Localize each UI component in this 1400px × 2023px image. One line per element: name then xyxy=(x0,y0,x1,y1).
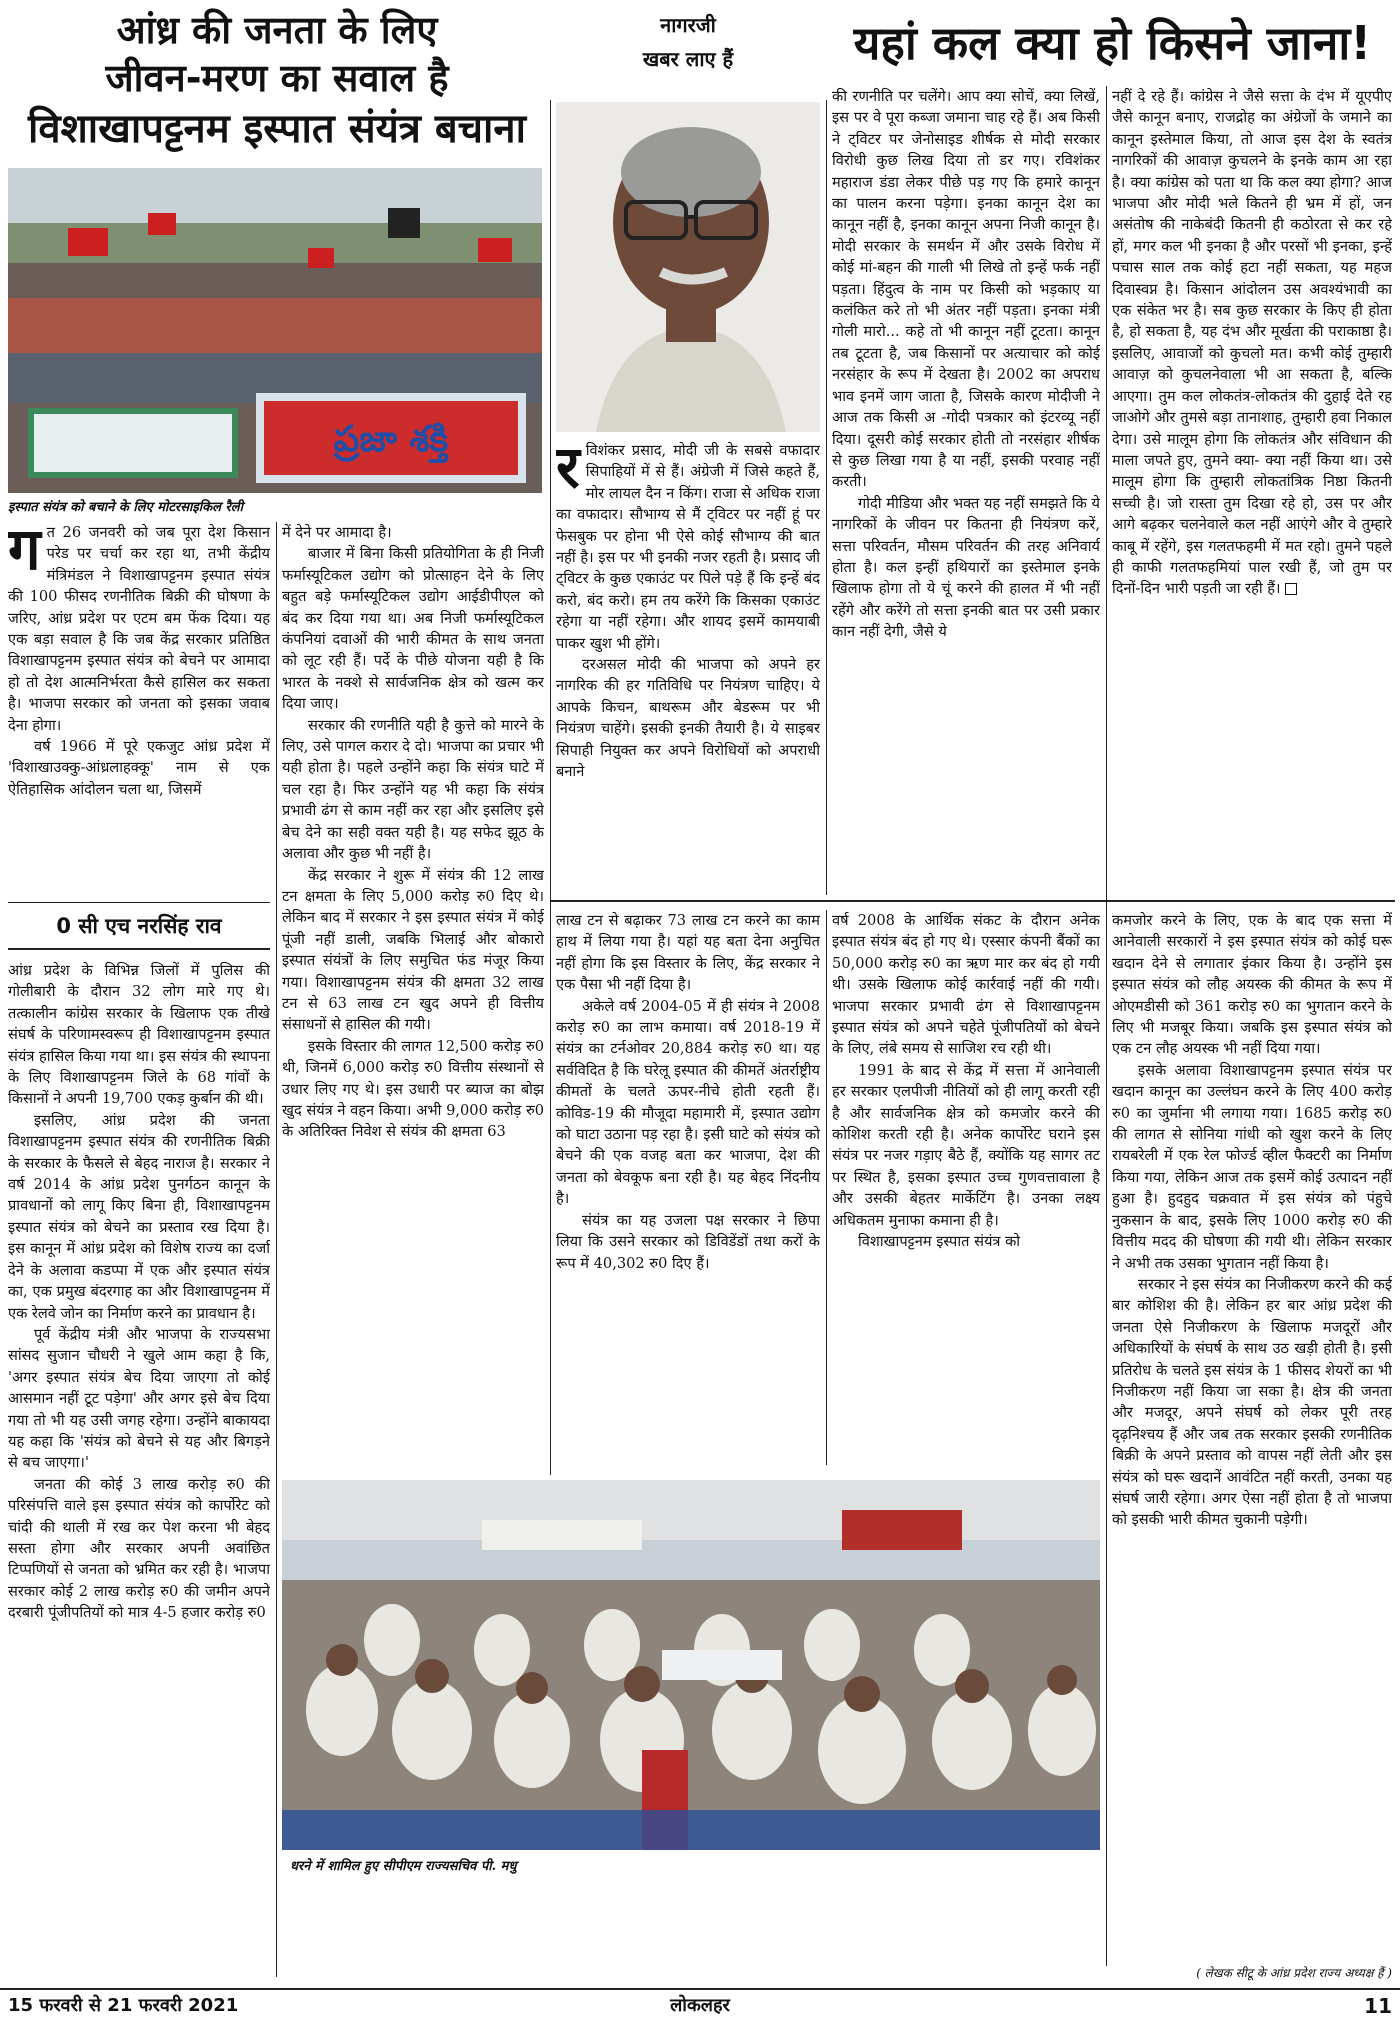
end-mark-icon xyxy=(1285,583,1297,595)
article1-col3 xyxy=(556,910,820,1470)
article2-c2-p1: की रणनीति पर चलेंगे। आप क्या सोचें, क्या लिखें, इस पर वे पूरा कब्जा जमाना चाह रहे हैं। अब किसी ने ट्विटर पर जेनोसाइड शीर्षक से मोदी सरकार विरोधी कुछ लिख दिया तो डर गए। रविशंकर महाराज डंडा लेकर पीछे पड़ गए कि हमारे कानून का पालन करना पड़ेगा। इनका कानून देश का कानून नहीं है, इनका कानून अपना निजी कानून है। मोदी सरकार के समर्थन में और उसके विरोध में कोई मां-बहन की गाली भी लिखे तो इन्हें फर्क नहीं पड़ता। हिंदुत्व के नाम पर किसी को भड़काए या कलंकित करे तो भी अंतर नहीं पड़ता। इनका मंत्री गोली मारो... कहे तो भी कानून नहीं टूटता। कानून तब टूटता है, जब किसानों पर अत्याचार को कोई नरसंहार के रूप में देखता है। 2002 का अपराध भाव इनमें जाग जाता है, जिसके कारण मोदीजी ने आज तक किसी अ -गोदी पत्रकार को इंटरव्यू नहीं दिया। दूसरी कोई सरकार होती तो नरसंहार शीर्षक से कुछ लिखा गया है या नहीं, इसकी परवाह नहीं करती। xyxy=(832,88,1100,491)
byline-rule-top xyxy=(8,902,270,903)
article1-c5-p3: सरकार ने इस संयंत्र का निजीकरण करने की कई बार कोशिश की है। लेकिन हर बार आंध्र प्रदेश की जनता ऐसे निजीकरण के खिलाफ मजदूरों और अधिकारियों के संघर्ष के साथ उठ खड़ी होती है। इसी प्रतिरोध के चलते इस संयंत्र के 1 फीसद शेयरों का भी निजीकरण नहीं किया जा सका है। क्षेत्र की जनता और मजदूर, अपने संघर्ष को लेकर पूरी तरह दृढ़निश्चय हैं और जब तक सरकार इसकी रणनीतिक बिक्री के अपने प्रस्ताव को वापस नहीं लेती और इस संयंत्र को घरू खदानें आवंटित नहीं करती, उनका यह संघर्ष जारी रहेगा। अगर ऐसा नहीं होता है तो भाजपा को इसकी भारी कीमत चुकानी पड़ेगी। xyxy=(1112,1275,1392,1529)
rally-photo xyxy=(8,168,542,493)
article1-intro-col1 xyxy=(8,522,270,922)
article1-c4-p2: 1991 के बाद से केंद्र में सत्ता में आनेवाली हर सरकार एलपीजी नीतियों को ही लागू करती रही है और सार्वजनिक क्षेत्र को कमजोर करने की कोशिश करती रही है। अनेक कार्पोरेट घराने इस संयंत्र पर नजर गड़ाए बैठे हैं, क्योंकि यह सागर तट पर स्थित है, इसका इस्पात उच्च गुणवत्तावाला है और उसकी बेहतर मार्केटिंग है। उनका लक्ष्य अधिकतम मुनाफा कमाना ही है। xyxy=(832,1061,1100,1229)
article1-c2-p4: केंद्र सरकार ने शुरू में संयंत्र की 12 लाख टन क्षमता के लिए 5,000 करोड़ रु0 दिए थे। लेकिन बाद में सरकार ने इस इस्पात संयंत्र में कोई पूंजी नहीं डाली, जबकि भिलाई और बोकारो इस्पात संयंत्रों के लिए समुचित फंड मंजूर किया गया। विशाखापट्टनम संयंत्र की क्षमता 32 लाख टन से 63 लाख टन खुद अपने ही वित्तीय संसाधनों से हासिल की गयी। xyxy=(282,866,544,1034)
article1-c3-p2: अकेले वर्ष 2004-05 में ही संयंत्र ने 2008 करोड़ रु0 का लाभ कमाया। वर्ष 2018-19 में संयंत्र का टर्नओवर 20,884 करोड़ रु0 था। यह सर्वविदित है कि घरेलू इस्पात की कीमतें अंतर्राष्ट्रीय कीमतों के चलते ऊपर-नीचे होती रहती हैं। कोविड-19 की मौजूदा महामारी में, इस्पात उद्योग को घाटा उठाना पड़ रहा है। इसी घाटे को संयंत्र को बेचने की एक वजह बता कर भाजपा, देश की जनता को बेवकूफ बना रही है। यह बेहद निंदनीय है। xyxy=(556,997,820,1208)
article2-col1 xyxy=(556,440,820,895)
headline-left-line1: आंध्र की जनता के लिए xyxy=(116,8,438,52)
footer-paper: लोकलहर xyxy=(670,1995,730,2016)
col-rule-1 xyxy=(276,522,277,1977)
article1-c5-p2: इसके अलावा विशाखापट्टनम इस्पात संयंत्र पर खदान कानून का उल्लंघन करने के लिए 400 करोड़ रु0 का जुर्माना भी लगाया गया। 1685 करोड़ रु0 की लागत से सोनिया गांधी को खुश करने के लिए रायबरेली में एक रेल फोर्ज्ड व्हील फैक्टरी का निर्माण किया गया, लेकिन आज तक इसमें कोई उत्पादन नहीं हुआ है। हुदहुद चक्रवात में इस संयंत्र को पंहुचे नुकसान के बाद, इसके लिए 1000 करोड़ रु0 की वित्तीय मदद की घोषणा की गयी थी। लेकिन सरकार ने अभी तक उसका भुगतान नहीं किया है। xyxy=(1112,1061,1392,1272)
column-label xyxy=(556,8,820,98)
rally-photo-caption: इस्पात संयंत्र को बचाने के लिए मोटरसाइकिल रैली xyxy=(8,500,243,515)
article2-col3 xyxy=(1112,86,1392,894)
article1-c1-p1: आंध्र प्रदेश के विभिन्न जिलों में पुलिस की गोलीबारी के दौरान 32 लोग मारे गए थे। तत्कालीन कांग्रेस सरकार के खिलाफ एक तीखे संघर्ष के परिणामस्वरूप ही विशाखापट्टनम इस्पात संयंत्र हासिल किया गया था। इस संयंत्र की स्थापना के लिए विशाखापट्टनम जिले के 68 गांवों के किसानों ने अपनी 19,700 एकड़ कुर्बान की थी। xyxy=(8,962,270,1108)
article1-c3-p1: लाख टन से बढ़ाकर 73 लाख टन करने का काम हाथ में लिया गया है। यहां यह बता देना अनुचित नहीं होगा कि इस विस्तार के लिए, केंद्र सरकार ने एक पैसा भी नहीं दिया है। xyxy=(556,912,820,994)
article1-dropcap: ग xyxy=(8,522,41,583)
article1-col4 xyxy=(832,910,1100,1470)
article1-intro-p2: वर्ष 1966 में पूरे एकजुट आंध्र प्रदेश में 'विशाखाउक्कु-आंध्रलाहक्कू' नाम से एक ऐतिहासिक आंदोलन चला था, जिसमें xyxy=(8,738,270,798)
article2-dropcap: र xyxy=(556,440,580,501)
column-label-line1: नागरजी xyxy=(660,13,716,37)
col-rule-4 xyxy=(1106,86,1107,1966)
headline-left-line2: जीवन-मरण का सवाल है xyxy=(105,56,449,100)
column-label-line2: खबर लाए हैं xyxy=(642,47,734,71)
author-note: ( लेखक सीटू के आंध्र प्रदेश राज्य अध्यक्ष हैं ) xyxy=(1196,1966,1392,1980)
footer-rule xyxy=(0,1988,1400,1990)
rally-banner-text: ప్రజా శక్తి xyxy=(333,419,449,460)
dharna-photo-caption: धरने में शामिल हुए सीपीएम राज्यसचिव पी. मधु xyxy=(290,1859,517,1874)
col-rule-2 xyxy=(550,100,551,1475)
headline-left-line3: विशाखापट्टनम इस्पात संयंत्र बचाना xyxy=(28,106,526,152)
article1-c4-p3: विशाखापट्टनम इस्पात संयंत्र को xyxy=(858,1233,1021,1251)
col-rule-3 xyxy=(826,100,827,895)
article1-c1-p4: जनता की कोई 3 लाख करोड़ रु0 की परिसंपत्ति वाले इस इस्पात संयंत्र को कार्पोरेट को चांदी की थाली में रख कर पेश करना भी बेहद सस्ता होगा और सरकार अपनी अवांछित टिप्पणियों से जनता को भ्रमित कर रही है। भाजपा सरकार कोई 2 लाख करोड़ रु0 की जमीन अपने दरबारी पूंजीपतियों को मात्र 4-5 हजार करोड़ रु0 xyxy=(8,1475,270,1622)
article1-c2-p2: बाजार में बिना किसी प्रतियोगिता के ही निजी फर्मास्यूटिकल उद्योग को प्रोत्साहन देने के लिए बहुत बड़े फर्मास्यूटिकल उद्योग आईडीपीएल को बंद कर दिया गया था। अब निजी फर्मास्यूटिकल कंपनियां दवाओं की भारी कीमत के साथ जनता को लूट रही हैं। पर्दे के पीछे योजना यही है कि भारत के नक्शे से सार्वजनिक क्षेत्र को खत्म कर दिया जाए। xyxy=(282,545,544,713)
article1-c3-p3: संयंत्र का यह उजला पक्ष सरकार ने छिपा लिया कि उसने सरकार को डिविडेंडों तथा करों के रूप में 40,302 रु0 दिए हैं। xyxy=(556,1211,820,1272)
section-divider xyxy=(550,900,1395,902)
columnist-portrait xyxy=(556,102,820,432)
byline: 0 सी एच नरसिंह राव xyxy=(56,914,222,938)
headline-left xyxy=(8,6,546,156)
byline-rule-bottom xyxy=(8,948,270,950)
dharna-photo xyxy=(282,1480,1100,1850)
article1-c2-p3: सरकार की रणनीति यही है कुत्ते को मारने के लिए, उसे पागल करार दे दो। भाजपा का प्रचार भी यही होता है। पहले उन्होंने कहा कि संयंत्र घाटे में चल रहा है। फिर उन्होंने यह भी कहा कि संयंत्र प्रभावी ढंग से काम नहीं कर रहा और इसलिए इसे बेच देने का सही वक्त यही है। यह सफेद झूठ के अलावा और कुछ भी नहीं है। xyxy=(282,716,544,863)
article1-c2-p5: इसके विस्तार की लागत 12,500 करोड़ रु0 थी, जिनमें 6,000 करोड़ रु0 वित्तीय संस्थानों से उधार लिए गए थे। इस उधारी पर ब्याज का बोझ खुद संयंत्र ने वहन किया। अभी 9,000 करोड़ रु0 के अतिरिक्त निवेश से संयंत्र की क्षमता 63 xyxy=(282,1037,544,1141)
article1-c5-p1: कमजोर करने के लिए, एक के बाद एक सत्ता में आनेवाली सरकारों ने इस इस्पात संयंत्र को कोई घरू खदान देने से लगातार इंकार किया है। उन्होंने इस इस्पात संयंत्र को लौह अयस्क की कीमत के रूप में ओएमडीसी को 361 करोड़ रु0 का भुगतान करने के लिए भी मजबूर किया। जबकि इस इस्पात संयंत्र को एक टन लौह अयस्क भी नहीं दिया गया। xyxy=(1112,912,1392,1058)
footer-date: 15 फरवरी से 21 फरवरी 2021 xyxy=(8,1995,239,2016)
article2-c2-p2: गोदी मीडिया और भक्त यह नहीं समझते कि ये नागरिकों के जीवन पर कितना ही नियंत्रण करें, सत्ता परिवर्तन, मौसम परिवर्तन की तरह अनिवार्य होता है। कल इन्हीं हथियारों का इस्तेमाल इनके खिलाफ होगा तो ये चूं करने की हालत में भी नहीं रहेंगे और करेंगे तो सत्ता इनकी बात पर उसी प्रकार कान नहीं देगी, जैसे ये xyxy=(832,494,1100,641)
article1-c2-p1: में देने पर आमादा है। xyxy=(282,524,392,541)
footer-page-number: 11 xyxy=(1364,1994,1392,2018)
article1-c1-p3: पूर्व केंद्रीय मंत्री और भाजपा के राज्यसभा सांसद सुजान चौधरी ने खुले आम कहा है कि, 'अगर इस्पात संयंत्र बेच दिया जाएगा तो कोई आसमान नहीं टूट पड़ेगा' और अगर इसे बेच दिया गया तो भी यह उसी जगह रहेगा। उन्होंने बाकायदा यह कहा कि 'संयंत्र को बेचने से यह और बिगड़ने से बच जाएगा।' xyxy=(8,1325,270,1472)
article1-col1 xyxy=(8,960,270,1980)
article1-c4-p1: वर्ष 2008 के आर्थिक संकट के दौरान अनेक इस्पात संयंत्र बंद हो गए थे। एस्सार कंपनी बैंकों का 50,000 करोड़ रु0 का ऋण मार कर बंद हो गयी थी। उसके खिलाफ कोई कार्रवाई नहीं की गयी। भाजपा सरकार प्रभावी ढंग से विशाखापट्टनम इस्पात संयंत्र को अपने चहेते पूंजीपतियों को बेचने के लिए, लंबे समय से साजिश रच रही थी। xyxy=(832,912,1100,1058)
article1-col2 xyxy=(282,522,544,1552)
article2-c1-p1: विशंकर प्रसाद, मोदी जी के सबसे वफादार सिपाहियों में से हैं। अंग्रेजी में जिसे कहते हैं, मोर लायल दैन न किंग। राजा से अधिक राजा का वफादार। सौभाग्य से मैं ट्विटर पर नहीं हूं पर फेसबुक पर होना भी ऐसे कोई सौभाग्य की बात नहीं है। इस पर भी इनकी नजर रहती है। प्रसाद जी ट्विटर के कुछ एकाउंट पर पिले पड़े हैं कि इन्हें बंद करो, बंद करो। हम तय करेंगे कि किसका एकाउंट रहेगा या नहीं रहेगा। और शायद इसमें कामयाबी पाकर खुश भी होंगे। xyxy=(556,442,820,652)
headline-right: यहां कल क्या हो किसने जाना! xyxy=(853,16,1372,70)
article2-col2 xyxy=(832,86,1100,896)
article1-intro-p1: त 26 जनवरी को जब पूरा देश किसान परेड पर चर्चा कर रहा था, तभी केंद्रीय मंत्रिमंडल ने विशाखापट्टनम इस्पात संयंत्र की 100 फीसद रणनीतिक बिक्री की घोषणा के जरिए, आंध्र प्रदेश पर एटम बम फेंक दिया। यह एक बड़ा सवाल है कि जब केंद्र सरकार प्रतिष्ठित विशाखापट्टनम इस्पात संयंत्र को बेचने पर आमादा हो तो देश आत्मनिर्भरता कैसे हासिल कर सकता है। भाजपा सरकार को जनता को इसका जवाब देना होगा। xyxy=(8,524,270,734)
article1-col5 xyxy=(1112,910,1392,1960)
article1-c1-p2: इसलिए, आंध्र प्रदेश की जनता विशाखापट्टनम इस्पात संयंत्र की रणनीतिक बिक्री के सरकार के फैसले से बेहद नाराज है। सरकार ने वर्ष 2014 के आंध्र प्रदेश पुनर्गठन कानून के प्रावधानों को लागू किए बिना ही, विशाखापट्टनम इस्पात संयंत्र को बेचने का प्रस्ताव रख दिया है। इस कानून में आंध्र प्रदेश को विशेष राज्य का दर्जा देने के अलावा कडप्पा में एक और इस्पात संयंत्र का, एक प्रमुख बंदरगाह का और विशाखापट्टनम में एक रेलवे जोन का निर्माण करने का प्रावधान है। xyxy=(8,1111,270,1322)
article2-c3-p1: नहीं दे रहे हैं। कांग्रेस ने जैसे सत्ता के दंभ में यूएपीए जैसे कानून बनाए, राजद्रोह का अंग्रेजों के जमाने का कानून इस्तेमाल किया, तो आज इस देश के स्वतंत्र नागरिकों की आवाज़ कुचलने के इनके काम आ रहा है। क्या कांग्रेस को पता था कि कल क्या होगा? आज भाजपा और मोदी भले कितने ही भ्रम में हों, जन असंतोष की नाकेबंदी कितनी ही कठोरता से कर रहे हों, मगर कल भी इनका है और परसों भी इनका, इन्हें पचास साल तक कोई हटा नहीं सकता, यह महज दिवास्वप्न है। किसान आंदोलन उस अवश्यंभावी का एक संकेत भर है। सब कुछ सरकार के किए ही होता है, हो सकता है, यह दंभ और मूर्खता की पराकाष्ठा है। इसलिए, आवाजों को कुचलो मत। कभी कोई तुम्हारी आवाज़ को कुचलनेवाला भी आ सकता है, बल्कि आएगा। तुम कल लोकतंत्र-लोकतंत्र की दुहाई देते रह जाओगे और तुमसे बड़ा तानाशाह, तुम्हारी हवा निकाल देगा। उसे मालूम होगा कि लोकतंत्र और संविधान की माला जपते हुए, तुमने क्या- क्या नहीं किया था। उसे मालूम होगा कि तुम्हारी लोकतांत्रिक निष्ठा कितनी सच्ची है। जो रास्ता तुम दिखा रहे हो, उस पर और आगे बढ़कर चलनेवाले कल नहीं आएंगे और वे तुम्हारे काबू में रहेंगे, इस गलतफहमी में मत रहो। तुमने पहले ही काफी गलतफहमियां पाल रखी हैं, जो तुम पर दिनों-दिन भारी पड़ती जा रही हैं। xyxy=(1112,88,1392,598)
col-rule-5 xyxy=(826,910,827,1465)
article2-c1-p2: दरअसल मोदी की भाजपा को अपने हर नागरिक की हर गतिविधि पर नियंत्रण चाहिए। ये आपके किचन, बाथरूम और बेडरूम पर भी नियंत्रण चाहेंगे। इसकी इनकी तैयारी है। ये साइबर सिपाही नियुक्त कर अपने विरोधियों को अपराधी बनाने xyxy=(556,656,820,781)
